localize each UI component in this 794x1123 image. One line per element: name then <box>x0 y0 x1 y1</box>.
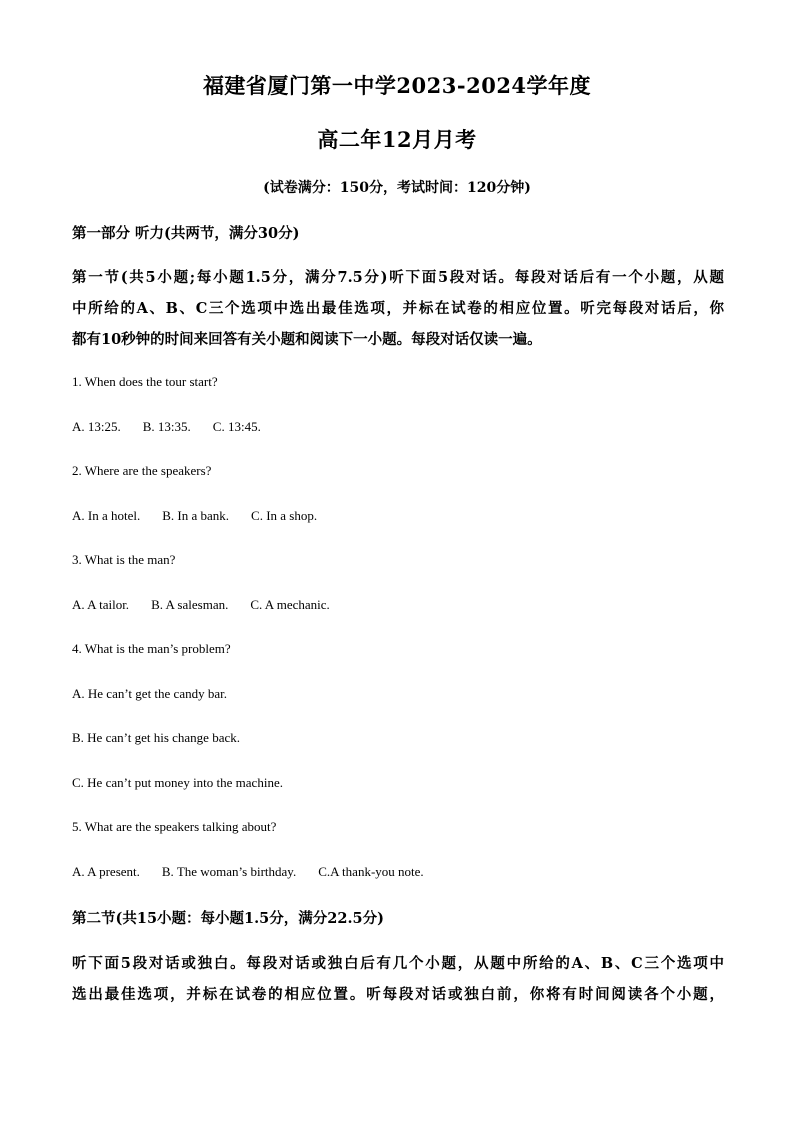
section1-instruction-line: 中所给的A、B、C三个选项中选出最佳选项，并标在试卷的相应位置。听完每段对话后，你 <box>72 300 724 317</box>
question-3: 3. What is the man? <box>72 552 176 567</box>
option-c: C.A thank-you note. <box>318 864 424 879</box>
question-4-option-a: A. He can’t get the candy bar. <box>72 686 227 701</box>
question-1: 1. When does the tour start? <box>72 374 218 389</box>
question-5-options <box>72 864 424 880</box>
option-b: B. 13:35. <box>142 419 191 434</box>
section2-instruction-line: 选出最佳选项，并标在试卷的相应位置。听每段对话或独白前，你将有时间阅读各个小题， <box>72 986 724 1003</box>
question-1-options <box>72 419 261 435</box>
question-5: 5. What are the speakers talking about? <box>72 819 277 834</box>
question-4: 4. What is the man’s problem? <box>72 641 231 656</box>
question-4-option-c: C. He can’t put money into the machine. <box>72 775 283 790</box>
question-2-options <box>72 508 317 524</box>
question-3-options <box>72 597 330 613</box>
question-2: 2. Where are the speakers? <box>72 463 212 478</box>
question-4-option-b: B. He can’t get his change back. <box>72 730 240 745</box>
part1-heading: 第一部分 听力(共两节，满分30分) <box>72 225 300 242</box>
exam-title: 福建省厦门第一中学2023-2024学年度 <box>202 73 592 98</box>
section1-instruction-line: 都有10秒钟的时间来回答有关小题和阅读下一小题。每段对话仅读一遍。 <box>72 331 542 348</box>
option-b: B. The woman’s birthday. <box>161 864 297 879</box>
exam-info: (试卷满分：150分，考试时间：120分钟) <box>263 180 531 196</box>
option-a: A. 13:25. <box>72 419 121 434</box>
section2-heading: 第二节(共15小题：每小题1.5分，满分22.5分) <box>72 910 384 927</box>
option-b: B. A salesman. <box>151 597 229 612</box>
option-a: A. A tailor. <box>72 597 130 612</box>
option-a: A. A present. <box>72 864 140 879</box>
section2-instruction-line: 听下面5段对话或独白。每段对话或独白后有几个小题，从题中所给的A、B、C三个选项中 <box>72 955 724 972</box>
option-c: C. A mechanic. <box>250 597 330 612</box>
option-c: C. 13:45. <box>212 419 261 434</box>
option-b: B. In a bank. <box>162 508 230 523</box>
section1-instruction-line: 第一节(共5小题;每小题1.5分，满分7.5分)听下面5段对话。每段对话后有一个小题，从题 <box>72 269 724 286</box>
exam-subtitle: 高二年12月月考 <box>317 127 477 152</box>
option-a: A. In a hotel. <box>72 508 141 523</box>
option-c: C. In a shop. <box>251 508 318 523</box>
